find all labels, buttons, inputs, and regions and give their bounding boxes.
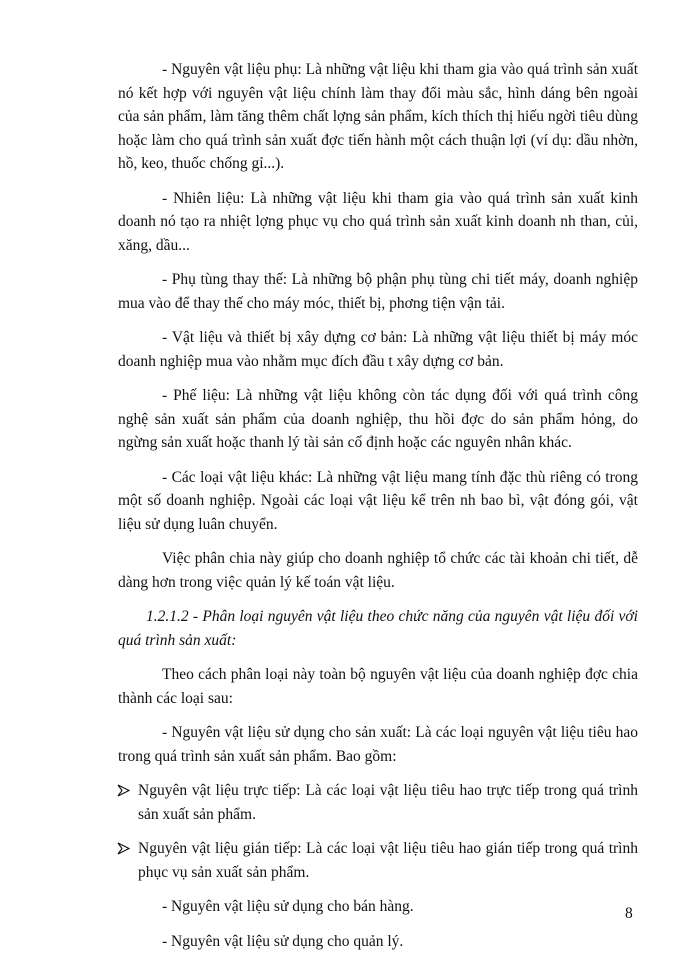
list-item-text: Nguyên vật liệu trực tiếp: Là các loại vật liệu tiêu hao trực tiếp trong quá trình sản xuất sản phẩm.: [138, 782, 638, 823]
paragraph-scrap: - Phế liệu: Là những vật liệu không còn tác dụng đối với quá trình công nghệ sản xuất sản phẩm của doanh nghiệp, thu hồi đợc do sản phẩm hỏng, do ngừng sản xuất hoặc thanh lý tài sản cố định hoặc các nguyên nhân khác.: [118, 387, 638, 451]
paragraph-classification-intro: Theo cách phân loại này toàn bộ nguyên vật liệu của doanh nghiệp đợc chia thành các loại sau:: [118, 666, 638, 707]
list-item: [116, 837, 638, 884]
paragraph-classification-benefit: Việc phân chia này giúp cho doanh nghiệp tổ chức các tài khoản chi tiết, dễ dàng hơn trong việc quản lý kế toán vật liệu.: [118, 550, 638, 591]
paragraph-auxiliary-materials: - Nguyên vật liệu phụ: Là những vật liệu khi tham gia vào quá trình sản xuất nó kết hợp với nguyên vật liệu chính làm thay đổi màu sắc, hình dáng bên ngoài của sản phẩm, làm tăng thêm chất lợng sản phẩm, kích thích thị hiếu ngời tiêu dùng hoặc làm cho quá trình sản xuất đợc tiến hành một cách thuận lợi (ví dụ: dầu nhờn, hồ, keo, thuốc chống gỉ...).: [118, 61, 638, 172]
paragraph-construction-materials: - Vật liệu và thiết bị xây dựng cơ bản: Là những vật liệu thiết bị máy móc doanh nghiệp mua vào nhằm mục đích đầu t xây dựng cơ bản.: [118, 329, 638, 370]
list-item-text: Nguyên vật liệu gián tiếp: Là các loại vật liệu tiêu hao gián tiếp trong quá trình phục vụ sản xuất sản phẩm.: [138, 840, 638, 881]
arrowhead-bullet-icon: [116, 837, 138, 861]
paragraph-production-materials: - Nguyên vật liệu sử dụng cho sản xuất: Là các loại nguyên vật liệu tiêu hao trong quá trình sản xuất sản phẩm. Bao gồm:: [118, 724, 638, 765]
paragraph-other-materials: - Các loại vật liệu khác: Là những vật liệu mang tính đặc thù riêng có trong một số doanh nghiệp. Ngoài các loại vật liệu kể trên nh bao bì, vật đóng gói, vật liệu sử dụng luân chuyển.: [118, 468, 638, 533]
page-number: 8: [625, 905, 633, 922]
list-item: [116, 779, 638, 826]
paragraph-fuel: - Nhiên liệu: Là những vật liệu khi tham gia vào quá trình sản xuất kinh doanh nó tạo ra nhiệt lợng phục vụ cho quá trình sản xuất kinh doanh nh than, củi, xăng, dầu...: [118, 189, 638, 254]
document-page: [118, 58, 638, 964]
paragraph-sales-materials: - Nguyên vật liệu sử dụng cho bán hàng.: [162, 898, 414, 915]
paragraph-management-materials: - Nguyên vật liệu sử dụng cho quản lý.: [162, 932, 404, 950]
section-heading: 1.2.1.2 - Phân loại nguyên vật liệu theo chức năng của nguyên vật liệu đối với quá trình sản xuất:: [118, 608, 638, 649]
paragraph-spare-parts: - Phụ tùng thay thế: Là những bộ phận phụ tùng chi tiết máy, doanh nghiệp mua vào để thay thế cho máy móc, thiết bị, phơng tiện vận tải.: [118, 271, 638, 312]
arrowhead-bullet-icon: [116, 779, 138, 803]
